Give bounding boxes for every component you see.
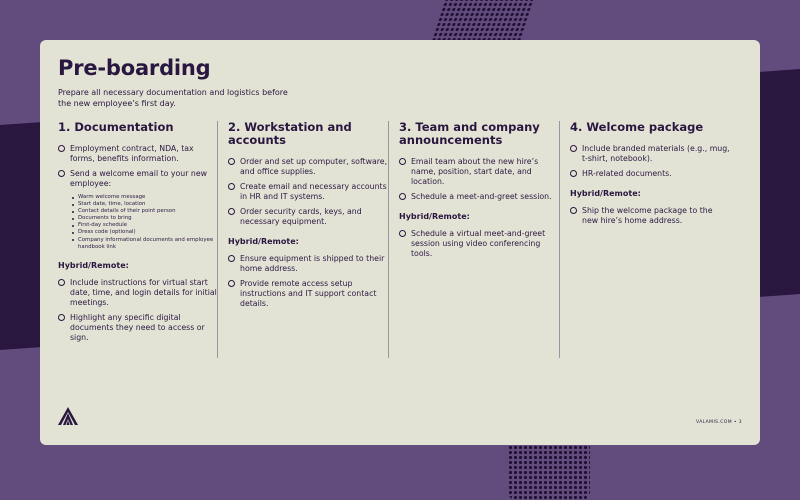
hybrid-remote-heading: Hybrid/Remote: bbox=[58, 260, 129, 270]
page-title: Pre-boarding bbox=[58, 56, 211, 80]
column-documentation bbox=[58, 121, 218, 358]
checkbox-circle-icon[interactable] bbox=[228, 280, 235, 287]
checklist-item[interactable] bbox=[58, 169, 218, 189]
column-heading: 1. Documentation bbox=[58, 120, 174, 134]
checkbox-circle-icon[interactable] bbox=[399, 158, 406, 165]
checklist-item-text: Order and set up computer, software, and office supplies. bbox=[240, 157, 388, 176]
checklist-item-text: Schedule a meet-and-greet session. bbox=[411, 192, 552, 201]
checklist-item[interactable] bbox=[228, 279, 388, 309]
column-announcements bbox=[399, 121, 559, 358]
checkbox-circle-icon[interactable] bbox=[399, 193, 406, 200]
sublist-item: Documents to bring bbox=[70, 215, 218, 222]
welcome-email-sublist bbox=[70, 194, 218, 251]
footer-page-info: VALAMIS.COM • 3 bbox=[696, 420, 742, 425]
checklist-item[interactable] bbox=[570, 169, 730, 179]
checkbox-circle-icon[interactable] bbox=[58, 145, 65, 152]
sublist-item: Warm welcome message bbox=[70, 194, 218, 201]
checklist-item[interactable] bbox=[228, 254, 388, 274]
column-divider bbox=[388, 121, 389, 358]
checklist-item-text: Create email and necessary accounts in HR and IT systems. bbox=[240, 182, 387, 201]
page-subtitle: Prepare all necessary documentation and logistics before the new employee’s first day. bbox=[58, 88, 288, 108]
checklist-item[interactable] bbox=[58, 278, 218, 308]
column-workstation bbox=[228, 121, 388, 358]
checklist-item[interactable] bbox=[228, 182, 388, 202]
checkbox-circle-icon[interactable] bbox=[570, 145, 577, 152]
checklist-item[interactable] bbox=[399, 192, 559, 202]
checklist-item[interactable] bbox=[228, 207, 388, 227]
checklist-item-text: Order security cards, keys, and necessary equipment. bbox=[240, 207, 362, 226]
checkbox-circle-icon[interactable] bbox=[58, 170, 65, 177]
checkbox-circle-icon[interactable] bbox=[58, 314, 65, 321]
column-heading: 3. Team and company announcements bbox=[399, 120, 540, 147]
checkbox-circle-icon[interactable] bbox=[570, 170, 577, 177]
checklist-item-text: HR-related documents. bbox=[582, 169, 672, 178]
sublist-item: First-day schedule bbox=[70, 222, 218, 229]
checklist-item[interactable] bbox=[58, 313, 218, 343]
checkbox-circle-icon[interactable] bbox=[570, 207, 577, 214]
column-heading: 2. Workstation and accounts bbox=[228, 120, 352, 147]
sublist-item: Dress code (optional) bbox=[70, 229, 218, 236]
checklist-item-text: Email team about the new hire’s name, position, start date, and location. bbox=[411, 157, 539, 186]
checklist-item-text: Send a welcome email to your new employee: bbox=[70, 169, 208, 188]
valamis-logo-icon bbox=[58, 407, 78, 425]
hybrid-remote-heading: Hybrid/Remote: bbox=[228, 237, 299, 246]
checklist-item-text: Provide remote access setup instructions and IT support contact details. bbox=[240, 279, 377, 308]
column-divider bbox=[217, 121, 218, 358]
checklist-item-text: Include branded materials (e.g., mug, t-shirt, notebook). bbox=[582, 144, 730, 163]
checkbox-circle-icon[interactable] bbox=[399, 230, 406, 237]
checklist-item-text: Ship the welcome package to the new hire’s home address. bbox=[582, 206, 713, 225]
checkbox-circle-icon[interactable] bbox=[228, 255, 235, 262]
checklist-item[interactable] bbox=[399, 229, 559, 259]
slide-card bbox=[40, 40, 760, 445]
checklist-item[interactable] bbox=[399, 157, 559, 187]
checkbox-circle-icon[interactable] bbox=[228, 183, 235, 190]
dot-pattern-bottom bbox=[508, 440, 590, 500]
checklist-item[interactable] bbox=[570, 206, 730, 226]
checklist-item[interactable] bbox=[58, 144, 218, 164]
column-heading: 4. Welcome package bbox=[570, 120, 704, 134]
hybrid-remote-heading: Hybrid/Remote: bbox=[399, 212, 470, 221]
column-welcome-package bbox=[570, 121, 730, 358]
checklist-item-text: Employment contract, NDA, tax forms, benefits information. bbox=[70, 144, 194, 163]
sublist-item: Start date, time, location bbox=[70, 201, 218, 208]
checklist-item-text: Schedule a virtual meet-and-greet session using video conferencing tools. bbox=[411, 229, 546, 258]
sublist-item: Company informational documents and employee handbook link bbox=[70, 237, 218, 251]
column-divider bbox=[559, 121, 560, 358]
checkbox-circle-icon[interactable] bbox=[228, 208, 235, 215]
sublist-item: Contact details of their point person bbox=[70, 208, 218, 215]
checklist-item[interactable] bbox=[228, 157, 388, 177]
checklist-item-text: Highlight any specific digital documents they need to access or sign. bbox=[70, 312, 205, 342]
checklist-item[interactable] bbox=[570, 144, 730, 164]
checklist-item-text: Ensure equipment is shipped to their home address. bbox=[240, 254, 385, 273]
checkbox-circle-icon[interactable] bbox=[58, 279, 65, 286]
checklist-item-text: Include instructions for virtual start date, time, and login details for initial meetings. bbox=[70, 277, 217, 307]
hybrid-remote-heading: Hybrid/Remote: bbox=[570, 189, 641, 198]
checkbox-circle-icon[interactable] bbox=[228, 158, 235, 165]
